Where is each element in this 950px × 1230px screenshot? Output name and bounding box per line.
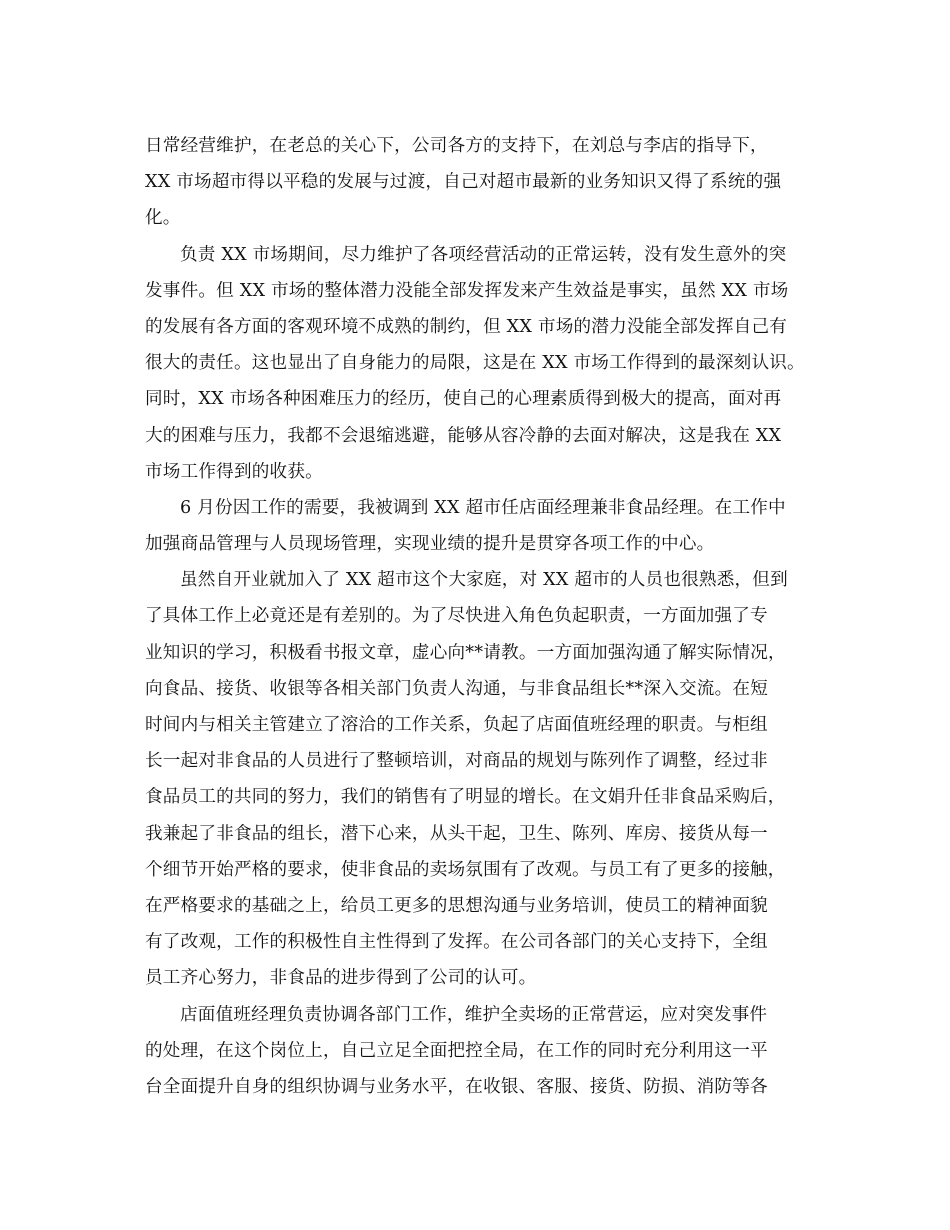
text-line: 在严格要求的基础之上，给员工更多的思想沟通与业务培训，使员工的精神面貌 xyxy=(145,895,768,916)
text-line: 了具体工作上必竟还是有差别的。为了尽快进入角色负起职责，一方面加强了专 xyxy=(145,606,768,627)
text-line: 业知识的学习，积极看书报文章，虚心向**请教。一方面加强沟通了解实际情况， xyxy=(145,642,786,663)
text-line: 大的困难与压力，我都不会退缩逃避，能够从容冷静的去面对解决，这是我在 XX xyxy=(145,425,782,446)
text-line: 向食品、接货、收银等各相关部门负责人沟通，与非食品组长**深入交流。在短 xyxy=(145,678,768,699)
document-body xyxy=(145,128,805,1105)
text-line: 虽然自开业就加入了 XX 超市这个大家庭，对 XX 超市的人员也很熟悉，但到 xyxy=(180,570,788,591)
text-line: 负责 XX 市场期间，尽力维护了各项经营活动的正常运转，没有发生意外的突 xyxy=(180,244,787,265)
text-line: 发事件。但 XX 市场的整体潜力没能全部发挥发来产生效益是事实，虽然 XX 市场 xyxy=(145,280,789,301)
text-line: 有了改观，工作的积极性自主性得到了发挥。在公司各部门的关心支持下，全组 xyxy=(145,932,768,953)
text-line: 的发展有各方面的客观环境不成熟的制约，但 XX 市场的潜力没能全部发挥自己有 xyxy=(145,316,788,337)
text-line: 很大的责任。这也显出了自身能力的局限，这是在 XX 市场工作得到的最深刻认识。 xyxy=(145,353,805,374)
text-line: 化。 xyxy=(145,208,181,229)
text-line: 市场工作得到的收获。 xyxy=(145,461,323,482)
text-line: 我兼起了非食品的组长，潜下心来，从头干起，卫生、陈列、库房、接货从每一 xyxy=(145,823,768,844)
text-line: 员工齐心努力，非食品的进步得到了公司的认可。 xyxy=(145,968,537,989)
text-line: 6 月份因工作的需要，我被调到 XX 超市任店面经理兼非食品经理。在工作中 xyxy=(180,497,786,518)
text-line: 食品员工的共同的努力，我们的销售有了明显的增长。在文娟升任非食品采购后， xyxy=(145,787,786,808)
text-line: 同时，XX 市场各种困难压力的经历，使自己的心理素质得到极大的提高，面对再 xyxy=(145,389,782,410)
text-line: 的处理，在这个岗位上，自己立足全面把控全局，在工作的同时充分利用这一平 xyxy=(145,1040,768,1061)
text-line: 日常经营维护，在老总的关心下，公司各方的支持下，在刘总与李店的指导下， xyxy=(145,136,768,156)
text-line: 时间内与相关主管建立了溶洽的工作关系，负起了店面值班经理的职责。与柜组 xyxy=(145,715,768,735)
text-line: 加强商品管理与人员现场管理，实现业绩的提升是贯穿各项工作的中心。 xyxy=(145,534,715,555)
text-line: 长一起对非食品的人员进行了整顿培训，对商品的规划与陈列作了调整，经过非 xyxy=(145,751,768,772)
text-line: 店面值班经理负责协调各部门工作，维护全卖场的正常营运，应对突发事件 xyxy=(180,1004,768,1025)
text-line: XX 市场超市得以平稳的发展与过渡，自己对超市最新的业务知识又得了系统的强 xyxy=(145,172,782,193)
text-line: 个细节开始严格的要求，使非食品的卖场氛围有了改观。与员工有了更多的接触， xyxy=(145,859,786,880)
text-line: 台全面提升自身的组织协调与业务水平，在收银、客服、接货、防损、消防等各 xyxy=(145,1076,768,1097)
